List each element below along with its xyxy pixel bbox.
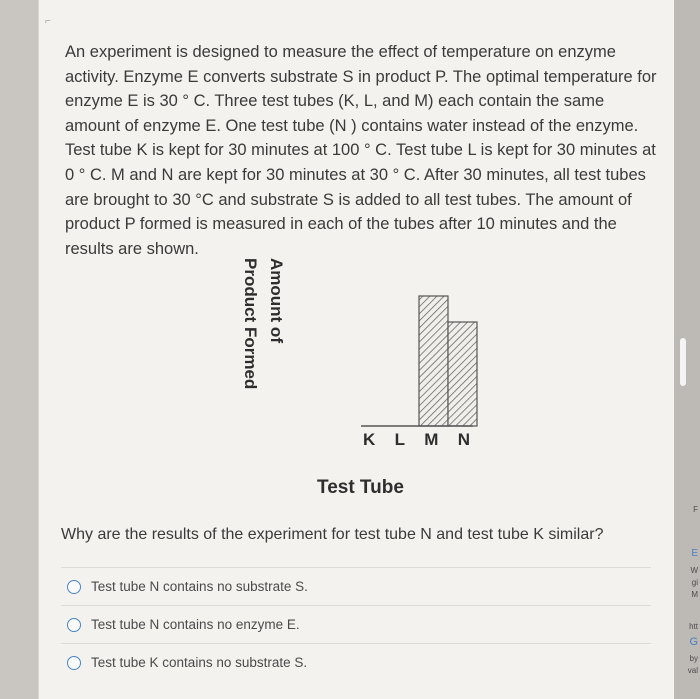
answer-option-label: Test tube N contains no enzyme E. xyxy=(91,617,300,632)
answer-option-2[interactable] xyxy=(61,605,651,643)
answer-option-3[interactable] xyxy=(61,643,651,681)
answer-option-label: Test tube K contains no substrate S. xyxy=(91,655,308,670)
radio-icon[interactable] xyxy=(67,580,81,594)
corner-mark-icon: ⌐ xyxy=(45,16,51,27)
x-tick-m: M xyxy=(424,430,440,449)
strip-text: by xyxy=(689,654,698,663)
question-prompt: Why are the results of the experiment for test tube N and test tube K similar? xyxy=(61,526,604,543)
strip-text: M xyxy=(691,590,698,599)
answer-option-1[interactable] xyxy=(61,567,651,605)
radio-icon[interactable] xyxy=(67,656,81,670)
bar-chart xyxy=(227,258,483,458)
strip-text: W xyxy=(690,566,698,575)
strip-text: F xyxy=(693,505,698,514)
strip-text: G xyxy=(689,636,698,648)
worksheet-page xyxy=(38,0,675,699)
scrollbar-thumb[interactable] xyxy=(680,338,686,386)
radio-icon[interactable] xyxy=(67,618,81,632)
question-passage: An experiment is designed to measure the effect of temperature on enzyme activity. Enzyme E converts substrate S in product P. The optimal temperature for enzyme E is 30 ° C. Three test tubes (K, L, and M) each contain the same amount of enzyme E. One test tube (N ) contains water instead of the enzyme. Test tube K is kept for 30 minutes at 100 ° C. Test tube L is kept for 30 minutes at 0 ° C. M and N are kept for 30 minutes at 30 ° C. After 30 minutes, all test tubes are brought to 30 °C and substrate S is added to all test tubes. The amount of product P formed is measured in each of the tubes after 10 minutes and the results are shown. xyxy=(65,43,657,258)
bar-n xyxy=(448,322,477,426)
y-axis-label-line2: Product Formed xyxy=(241,258,260,390)
x-tick-n: N xyxy=(457,430,471,449)
strip-text: htt xyxy=(689,622,698,631)
x-tick-labels xyxy=(363,430,471,450)
adjacent-window-edge xyxy=(674,0,700,699)
y-axis-label-line1: Amount of xyxy=(267,258,286,343)
strip-text: gi xyxy=(691,578,698,587)
strip-text: val xyxy=(687,666,698,675)
x-tick-l: L xyxy=(394,430,406,449)
x-tick-k: K xyxy=(363,430,377,449)
answer-options xyxy=(61,567,651,681)
strip-text: E xyxy=(691,548,698,559)
answer-option-label: Test tube N contains no substrate S. xyxy=(91,579,308,594)
bar-m xyxy=(419,296,448,426)
chart-plot xyxy=(227,258,483,458)
x-axis-label: Test Tube xyxy=(317,477,404,498)
